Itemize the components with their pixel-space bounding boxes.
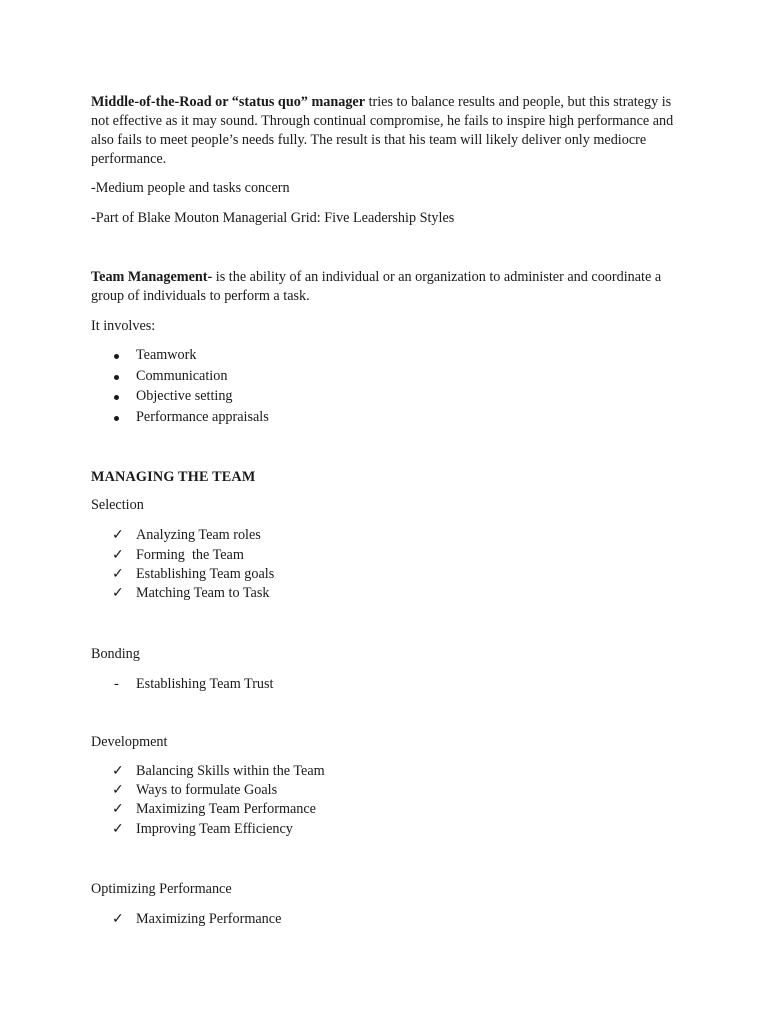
- checkmark-icon: ✓: [112, 763, 124, 779]
- subheading-selection: Selection: [91, 497, 144, 513]
- note-blake-mouton: -Part of Blake Mouton Managerial Grid: Five Leadership Styles: [91, 210, 455, 226]
- bullet-icon: [114, 375, 119, 380]
- section-middle-of-road: [91, 93, 691, 169]
- checkmark-icon: ✓: [112, 547, 124, 563]
- subheading-optimizing-performance: Optimizing Performance: [91, 881, 232, 897]
- checkmark-icon: ✓: [112, 527, 124, 543]
- subheading-bonding: Bonding: [91, 646, 140, 662]
- checkmark-icon: ✓: [112, 821, 124, 837]
- subheading-development: Development: [91, 734, 168, 750]
- term-team-management: Team Management-: [91, 269, 213, 285]
- heading-managing-the-team: MANAGING THE TEAM: [91, 469, 256, 485]
- checkmark-icon: ✓: [112, 782, 124, 798]
- checkmark-icon: ✓: [112, 801, 124, 817]
- description-middle-of-road: tries to balance results and people, but this strategy is not effective as it may sound. Through continual compromise, he fails to inspire high performance and also fails to meet people’s needs fully. The result is that his team will likely deliver only mediocre performance.: [91, 94, 674, 167]
- note-medium-concern: -Medium people and tasks concern: [91, 180, 290, 196]
- description-team-management: is the ability of an individual or an organization to administer and coordinate a group of individuals to perform a task.: [91, 269, 662, 304]
- it-involves-label: It involves:: [91, 318, 156, 334]
- bullet-icon: [114, 416, 119, 421]
- checkmark-icon: ✓: [112, 566, 124, 582]
- document-page: Middle-of-the-Road or “status quo” manager tries to balance results and people, but this strategy is not effective as it may sound. Through continual compromise, he fails to inspire high performance and also fails to meet people’s needs fully. The result is that his team will likely deliver only mediocre performance. -Medium people and tasks concern -Part of Blake Mouton Managerial Grid: Five Leadership Styles Team Management- is the ability of an individual or an organization to administer and coordinate a group of individuals to perform a task. It involves: Teamwork Communication Objective setting Performance appraisals MANAGING THE TEAM Selection ✓ Analyzing Team roles ✓ Forming the Team ✓ Establishing Team goals ✓ Matching Team to Task Bonding - Establishing Team Trust Development ✓ Balancing Skills within the Team ✓ Ways to formulate Goals ✓ Maximizing Team Performance ✓ Improving Team Efficiency Optimizing Performance ✓ Maximizing Performance: [0, 0, 768, 1024]
- bullet-icon: [114, 354, 119, 359]
- section-team-management: [91, 268, 691, 306]
- checkmark-icon: ✓: [112, 585, 124, 601]
- checkmark-icon: ✓: [112, 911, 124, 927]
- term-middle-of-road: Middle-of-the-Road or “status quo” manager: [91, 94, 366, 110]
- bullet-icon: [114, 395, 119, 400]
- dash-marker: -: [114, 676, 119, 692]
